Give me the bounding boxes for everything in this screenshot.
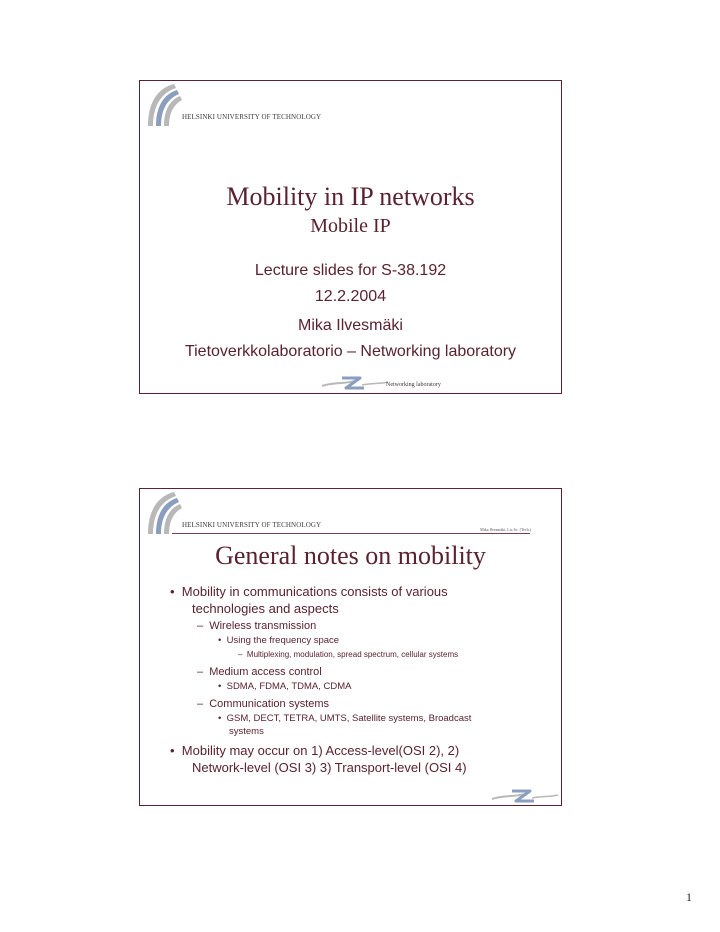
bullet-item: • Using the frequency space (218, 635, 340, 646)
bullet-item: Network-level (OSI 3) 3) Transport-level (OSI 4) (192, 760, 467, 775)
author-line: Mika Ilvesmäki (298, 317, 403, 334)
page-number: 1 (686, 890, 692, 904)
bullet-item: – Communication systems (197, 698, 330, 710)
content-slide (139, 488, 562, 806)
bullet-item: • Mobility in communications consists of various (170, 584, 448, 599)
footer-lab-name: Networking laboratory (386, 382, 441, 388)
bullet-item: systems (229, 726, 264, 737)
university-name: HELSINKI UNIVERSITY OF TECHNOLOGY (182, 113, 322, 121)
date-line: 12.2.2004 (314, 288, 387, 305)
networking-lab-logo-icon (490, 785, 560, 807)
university-name: HELSINKI UNIVERSITY OF TECHNOLOGY (182, 521, 322, 529)
bullet-item: – Multiplexing, modulation, spread spectrum, cellular systems (238, 650, 459, 659)
slide-author: Mika Ilvesmäki, Lic.Sc. (Tech.) (480, 527, 531, 532)
university-logo-icon (144, 82, 184, 130)
header-divider (172, 533, 530, 534)
bullet-item: – Medium access control (197, 666, 322, 678)
networking-lab-logo-icon (320, 372, 390, 394)
bullet-item: – Wireless transmission (197, 620, 317, 632)
bullet-item: • Mobility may occur on 1) Access-level(OSI 2), 2) (170, 743, 460, 758)
bullet-item: • GSM, DECT, TETRA, UMTS, Satellite systems, Broadcast (218, 713, 472, 724)
lab-line: Tietoverkkolaboratorio – Networking laboratory (184, 343, 517, 360)
lecture-line: Lecture slides for S-38.192 (254, 262, 447, 279)
slide-title: General notes on mobility (215, 541, 486, 570)
bullet-item: technologies and aspects (192, 601, 339, 616)
slide-subtitle: Mobile IP (310, 215, 391, 237)
title-slide (139, 80, 562, 394)
slide-title: Mobility in IP networks (226, 182, 475, 211)
university-logo-icon (144, 490, 184, 538)
bullet-item: • SDMA, FDMA, TDMA, CDMA (218, 681, 352, 692)
